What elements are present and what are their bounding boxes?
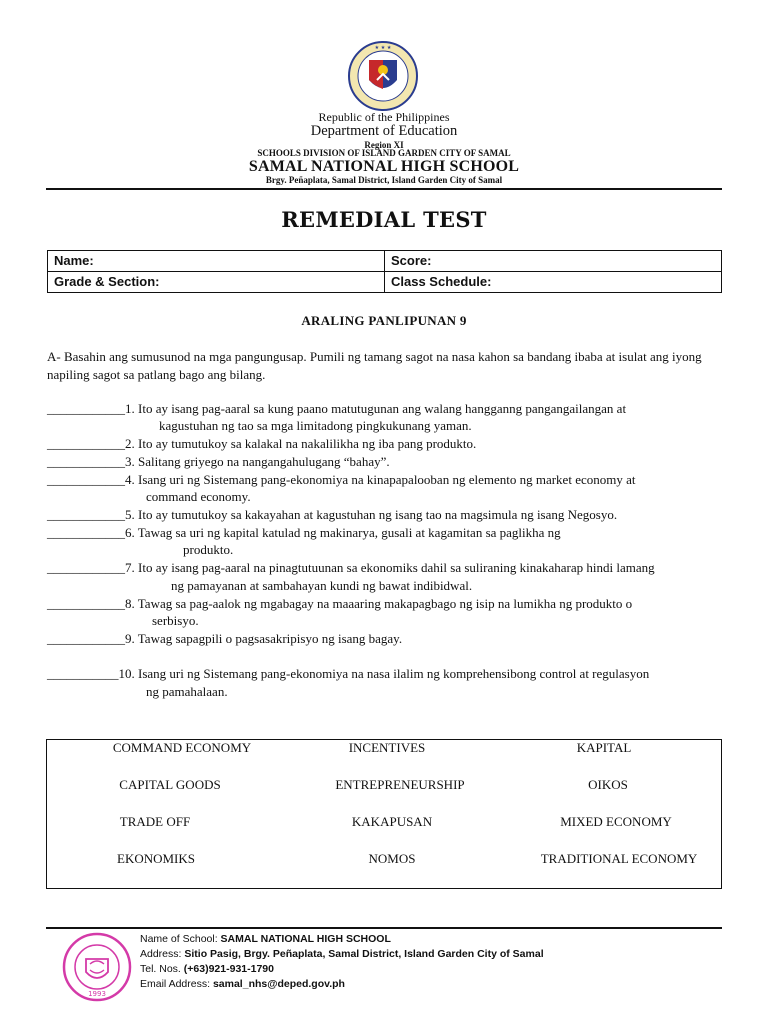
choice-item: KAKAPUSAN xyxy=(351,814,433,829)
question-item-8-cont: serbisyo. xyxy=(152,613,199,628)
footer-address: Address: Sitio Pasig, Brgy. Peñaplata, Samal District, Island Garden City of Samal xyxy=(140,948,544,960)
question-item-3: ____________3. Salitang griyego na nangangahulugang “bahay”. xyxy=(47,454,390,469)
question-item-6: ____________6. Tawag sa uri ng kapital katulad ng makinarya, gusali at kagamitan sa paglikha ng xyxy=(47,525,561,540)
instructions: A- Basahin ang sumusunod na mga pangungusap. Pumili ng tamang sagot na nasa kahon sa bandang ibaba at isulat ang iyong napiling sagot sa patlang bago ang bilang. xyxy=(47,349,702,382)
question-item-10: ___________10. Isang uri ng Sistemang pang-ekonomiya na nasa ilalim ng komprehensibong control at regulasyon xyxy=(47,666,650,681)
student-info-table xyxy=(47,250,722,293)
choice-item: MIXED ECONOMY xyxy=(560,814,672,829)
question-item-5: ____________5. Ito ay tumutukoy sa kakayahan at kagustuhan ng isang tao na magsimula ng isang Negosyo. xyxy=(47,507,618,522)
header-school-name: SAMAL NATIONAL HIGH SCHOOL xyxy=(248,158,520,175)
school-seal-logo xyxy=(62,932,132,1002)
choice-item: TRADITIONAL ECONOMY xyxy=(540,851,698,866)
score-field-label: Score: xyxy=(391,253,432,268)
question-item-6-cont: produkto. xyxy=(183,542,234,557)
svg-text:1993: 1993 xyxy=(88,990,106,998)
question-item-9: ____________9. Tawag sapagpili o pagsasakripisyo ng isang bagay. xyxy=(47,631,403,646)
question-item-10-cont: ng pamahalaan. xyxy=(146,684,228,699)
footer-school-name: Name of School: SAMAL NATIONAL HIGH SCHOOL xyxy=(140,933,391,945)
page-title: REMEDIAL TEST xyxy=(281,207,487,232)
name-field-label: Name: xyxy=(54,253,94,268)
question-item-8: ____________8. Tawag sa pag-aalok ng mgabagay na maaaring makapagbago ng isip na lumikha ng produkto o xyxy=(47,596,633,611)
class-schedule-field-label: Class Schedule: xyxy=(391,274,492,289)
question-item-1: ____________1. Ito ay isang pag-aaral sa kung paano matutugunan ang walang hangganng pangangailangan at xyxy=(47,401,627,416)
choice-item: ENTREPRENEURSHIP xyxy=(335,777,465,792)
question-item-4-cont: command economy. xyxy=(146,489,251,504)
choice-item: COMMAND ECONOMY xyxy=(112,740,252,755)
choice-item: EKONOMIKS xyxy=(117,851,195,866)
choice-item: TRADE OFF xyxy=(119,814,191,829)
choice-item: KAPITAL xyxy=(576,740,632,755)
header-divider xyxy=(46,188,722,190)
svg-text:★ ★ ★: ★ ★ ★ xyxy=(374,45,392,51)
choice-item: INCENTIVES xyxy=(348,740,426,755)
question-item-2: ____________2. Ito ay tumutukoy sa kalakal na nakalilikha ng iba pang produkto. xyxy=(47,436,477,451)
header-address: Brgy. Peñaplata, Samal District, Island Garden City of Samal xyxy=(265,175,503,185)
question-item-7: ____________7. Ito ay isang pag-aaral na pinagtutuunan sa ekonomiks dahil sa suliraning kinakaharap hindi lamang xyxy=(47,560,655,575)
footer-email: Email Address: samal_nhs@deped.gov.ph xyxy=(140,978,345,990)
answer-choices-box xyxy=(46,739,722,889)
question-item-1-cont: kagustuhan ng tao sa mga limitadong pingkukunang yaman. xyxy=(159,418,472,433)
header-republic: Republic of the Philippines xyxy=(318,110,450,124)
header-department: Department of Education xyxy=(310,123,458,139)
table-divider xyxy=(384,251,385,292)
footer-divider xyxy=(46,927,722,929)
header-region: Region XI xyxy=(364,140,404,150)
question-item-4: ____________4. Isang uri ng Sistemang pang-ekonomiya na kinapapalooban ng elemento ng market economy at xyxy=(47,472,636,487)
choice-item: CAPITAL GOODS xyxy=(119,777,221,792)
header-division: SCHOOLS DIVISION OF ISLAND GARDEN CITY OF SAMAL xyxy=(257,148,511,158)
footer-telephone: Tel. Nos. (+63)921-931-1790 xyxy=(140,963,274,975)
deped-seal-logo xyxy=(339,40,427,112)
choice-item: OIKOS xyxy=(588,777,628,792)
subject-heading: ARALING PANLIPUNAN 9 xyxy=(301,313,467,328)
grade-section-field-label: Grade & Section: xyxy=(54,274,160,289)
choice-item: NOMOS xyxy=(368,851,416,866)
question-item-7-cont: ng pamayanan at sambahayan kundi ng bawat indibidwal. xyxy=(171,578,473,593)
